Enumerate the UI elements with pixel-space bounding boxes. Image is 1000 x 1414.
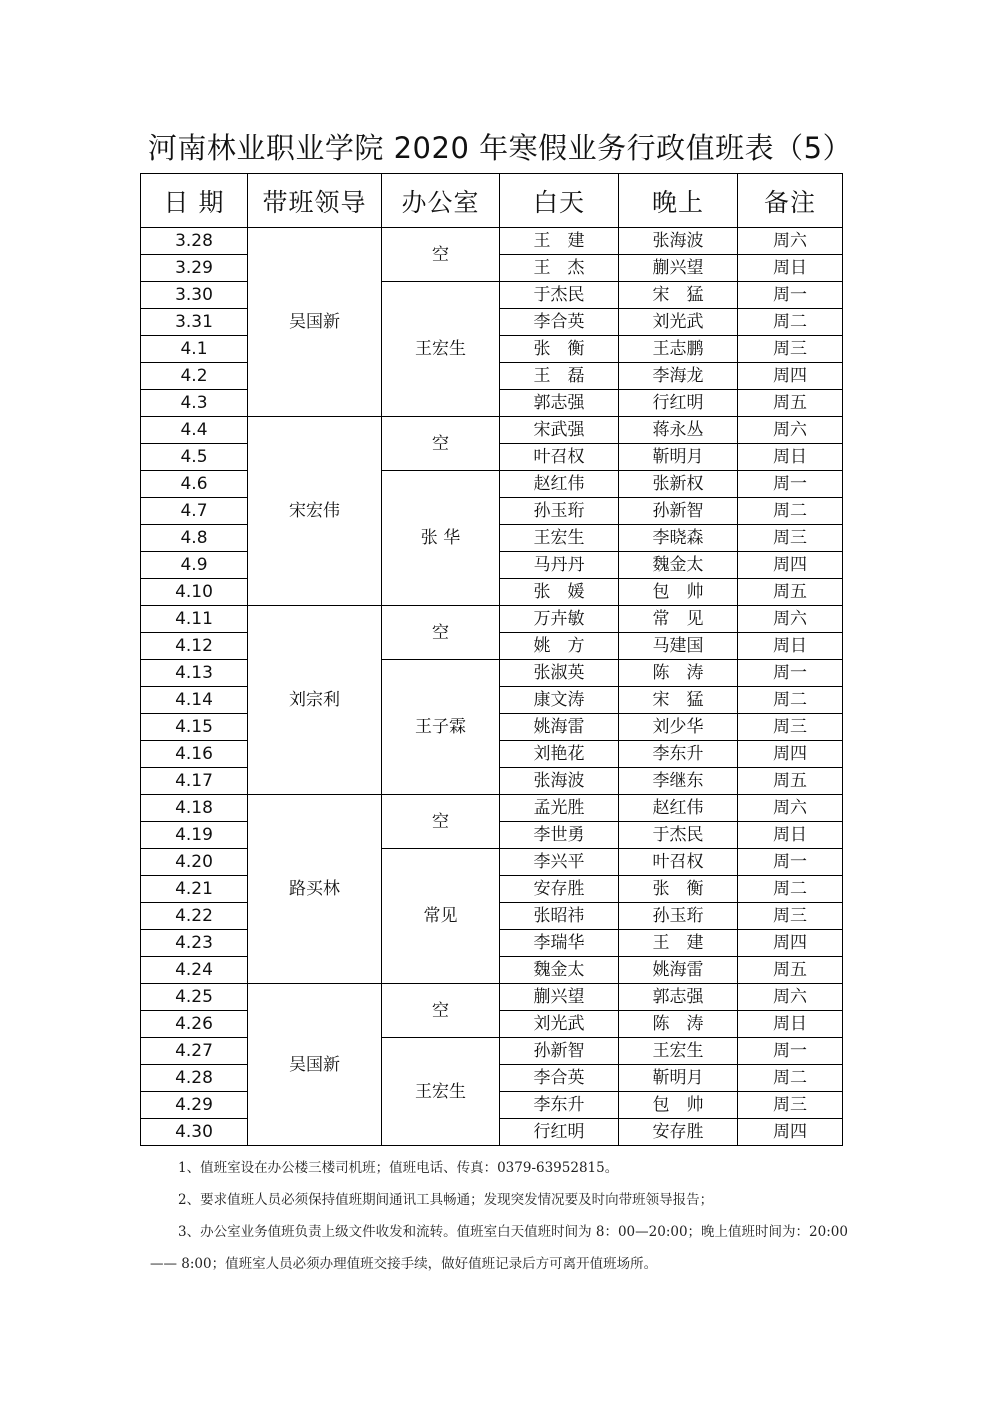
note-cell: 周六 <box>738 228 843 255</box>
day-shift-cell: 孟光胜 <box>500 795 619 822</box>
night-shift-cell: 叶召权 <box>619 849 738 876</box>
date-cell: 4.19 <box>141 822 248 849</box>
day-shift-cell: 张昭祎 <box>500 903 619 930</box>
header-office: 办公室 <box>382 174 500 228</box>
night-shift-cell: 李继东 <box>619 768 738 795</box>
note-cell: 周四 <box>738 363 843 390</box>
date-cell: 4.9 <box>141 552 248 579</box>
note-cell: 周六 <box>738 984 843 1011</box>
date-cell: 4.11 <box>141 606 248 633</box>
date-cell: 4.10 <box>141 579 248 606</box>
night-shift-cell: 张海波 <box>619 228 738 255</box>
day-shift-cell: 康文涛 <box>500 687 619 714</box>
day-shift-cell: 张 媛 <box>500 579 619 606</box>
table-row <box>141 1038 843 1065</box>
day-shift-cell: 孙新智 <box>500 1038 619 1065</box>
note-cell: 周二 <box>738 1065 843 1092</box>
day-shift-cell: 刘光武 <box>500 1011 619 1038</box>
date-cell: 4.8 <box>141 525 248 552</box>
night-shift-cell: 于杰民 <box>619 822 738 849</box>
office-cell: 空 <box>382 795 500 849</box>
note-cell: 周五 <box>738 579 843 606</box>
night-shift-cell: 蒋永丛 <box>619 417 738 444</box>
note-2: 2、要求值班人员必须保持值班期间通讯工具畅通；发现突发情况要及时向带班领导报告； <box>178 1192 714 1208</box>
day-shift-cell: 叶召权 <box>500 444 619 471</box>
date-cell: 4.14 <box>141 687 248 714</box>
note-cell: 周一 <box>738 660 843 687</box>
leader-cell: 宋宏伟 <box>248 417 382 606</box>
date-cell: 4.24 <box>141 957 248 984</box>
note-cell: 周五 <box>738 390 843 417</box>
note-cell: 周一 <box>738 849 843 876</box>
day-shift-cell: 张 衡 <box>500 336 619 363</box>
header-note: 备注 <box>738 174 843 228</box>
table-row <box>141 795 843 822</box>
note-cell: 周三 <box>738 714 843 741</box>
night-shift-cell: 包 帅 <box>619 579 738 606</box>
note-cell: 周六 <box>738 606 843 633</box>
night-shift-cell: 宋 猛 <box>619 282 738 309</box>
table-row <box>141 849 843 876</box>
night-shift-cell: 孙新智 <box>619 498 738 525</box>
day-shift-cell: 蒯兴望 <box>500 984 619 1011</box>
night-shift-cell: 李海龙 <box>619 363 738 390</box>
date-cell: 4.12 <box>141 633 248 660</box>
office-cell: 王宏生 <box>382 282 500 417</box>
office-cell: 常见 <box>382 849 500 984</box>
night-shift-cell: 马建国 <box>619 633 738 660</box>
header-leader: 带班领导 <box>248 174 382 228</box>
office-cell: 空 <box>382 984 500 1038</box>
day-shift-cell: 马丹丹 <box>500 552 619 579</box>
date-cell: 4.5 <box>141 444 248 471</box>
day-shift-cell: 宋武强 <box>500 417 619 444</box>
day-shift-cell: 万卉敏 <box>500 606 619 633</box>
office-cell: 王子霖 <box>382 660 500 795</box>
date-cell: 4.3 <box>141 390 248 417</box>
note-cell: 周四 <box>738 552 843 579</box>
day-shift-cell: 王 建 <box>500 228 619 255</box>
date-cell: 4.16 <box>141 741 248 768</box>
note-cell: 周日 <box>738 255 843 282</box>
office-cell: 王宏生 <box>382 1038 500 1146</box>
day-shift-cell: 赵红伟 <box>500 471 619 498</box>
date-cell: 4.29 <box>141 1092 248 1119</box>
note-cell: 周二 <box>738 498 843 525</box>
header-night-shift: 晚上 <box>619 174 738 228</box>
date-cell: 4.18 <box>141 795 248 822</box>
night-shift-cell: 赵红伟 <box>619 795 738 822</box>
duty-table <box>140 173 843 1146</box>
night-shift-cell: 行红明 <box>619 390 738 417</box>
header-date: 日 期 <box>141 174 248 228</box>
office-cell: 空 <box>382 228 500 282</box>
day-shift-cell: 于杰民 <box>500 282 619 309</box>
night-shift-cell: 靳明月 <box>619 444 738 471</box>
leader-cell: 吴国新 <box>248 228 382 417</box>
note-cell: 周四 <box>738 741 843 768</box>
night-shift-cell: 常 见 <box>619 606 738 633</box>
night-shift-cell: 李东升 <box>619 741 738 768</box>
day-shift-cell: 郭志强 <box>500 390 619 417</box>
date-cell: 3.30 <box>141 282 248 309</box>
note-cell: 周日 <box>738 1011 843 1038</box>
night-shift-cell: 靳明月 <box>619 1065 738 1092</box>
header-day-shift: 白天 <box>500 174 619 228</box>
day-shift-cell: 李合英 <box>500 1065 619 1092</box>
date-cell: 4.15 <box>141 714 248 741</box>
note-cell: 周二 <box>738 876 843 903</box>
note-1: 1、值班室设在办公楼三楼司机班；值班电话、传真：0379-63952815。 <box>178 1160 619 1176</box>
night-shift-cell: 王志鹏 <box>619 336 738 363</box>
date-cell: 4.25 <box>141 984 248 1011</box>
date-cell: 4.26 <box>141 1011 248 1038</box>
day-shift-cell: 王宏生 <box>500 525 619 552</box>
office-cell: 张 华 <box>382 471 500 606</box>
day-shift-cell: 孙玉珩 <box>500 498 619 525</box>
note-cell: 周日 <box>738 822 843 849</box>
date-cell: 4.17 <box>141 768 248 795</box>
day-shift-cell: 李世勇 <box>500 822 619 849</box>
table-row <box>141 228 843 255</box>
notes-section <box>150 1152 860 1280</box>
note-cell: 周四 <box>738 930 843 957</box>
note-3: 3、办公室业务值班负责上级文件收发和流转。值班室白天值班时间为 8：00—20:00；晚上值班时间为：20:00—— 8:00；值班室人员必须办理值班交接手续，做好值班记录后方可离开值班场所。 <box>150 1224 848 1272</box>
note-cell: 周三 <box>738 525 843 552</box>
night-shift-cell: 陈 涛 <box>619 660 738 687</box>
day-shift-cell: 姚海雷 <box>500 714 619 741</box>
day-shift-cell: 刘艳花 <box>500 741 619 768</box>
note-cell: 周一 <box>738 471 843 498</box>
note-cell: 周三 <box>738 1092 843 1119</box>
date-cell: 4.28 <box>141 1065 248 1092</box>
day-shift-cell: 李兴平 <box>500 849 619 876</box>
day-shift-cell: 李合英 <box>500 309 619 336</box>
night-shift-cell: 魏金太 <box>619 552 738 579</box>
note-cell: 周三 <box>738 336 843 363</box>
date-cell: 4.27 <box>141 1038 248 1065</box>
night-shift-cell: 张新权 <box>619 471 738 498</box>
night-shift-cell: 张 衡 <box>619 876 738 903</box>
date-cell: 3.28 <box>141 228 248 255</box>
day-shift-cell: 安存胜 <box>500 876 619 903</box>
leader-cell: 刘宗利 <box>248 606 382 795</box>
date-cell: 4.13 <box>141 660 248 687</box>
night-shift-cell: 郭志强 <box>619 984 738 1011</box>
table-row <box>141 606 843 633</box>
day-shift-cell: 行红明 <box>500 1119 619 1146</box>
night-shift-cell: 陈 涛 <box>619 1011 738 1038</box>
date-cell: 4.21 <box>141 876 248 903</box>
day-shift-cell: 王 杰 <box>500 255 619 282</box>
night-shift-cell: 李晓森 <box>619 525 738 552</box>
table-row <box>141 984 843 1011</box>
note-cell: 周日 <box>738 633 843 660</box>
date-cell: 3.31 <box>141 309 248 336</box>
page-title: 河南林业职业学院 2020 年寒假业务行政值班表（5） <box>147 131 853 165</box>
note-cell: 周三 <box>738 903 843 930</box>
note-cell: 周一 <box>738 282 843 309</box>
note-cell: 周四 <box>738 1119 843 1146</box>
day-shift-cell: 张海波 <box>500 768 619 795</box>
day-shift-cell: 姚 方 <box>500 633 619 660</box>
table-header-row <box>141 174 843 228</box>
night-shift-cell: 王 建 <box>619 930 738 957</box>
night-shift-cell: 王宏生 <box>619 1038 738 1065</box>
note-cell: 周一 <box>738 1038 843 1065</box>
date-cell: 3.29 <box>141 255 248 282</box>
day-shift-cell: 李东升 <box>500 1092 619 1119</box>
day-shift-cell: 李瑞华 <box>500 930 619 957</box>
day-shift-cell: 王 磊 <box>500 363 619 390</box>
date-cell: 4.20 <box>141 849 248 876</box>
table-row <box>141 660 843 687</box>
date-cell: 4.4 <box>141 417 248 444</box>
office-cell: 空 <box>382 606 500 660</box>
table-row <box>141 471 843 498</box>
note-cell: 周二 <box>738 309 843 336</box>
night-shift-cell: 宋 猛 <box>619 687 738 714</box>
night-shift-cell: 刘光武 <box>619 309 738 336</box>
night-shift-cell: 刘少华 <box>619 714 738 741</box>
date-cell: 4.30 <box>141 1119 248 1146</box>
leader-cell: 路买林 <box>248 795 382 984</box>
table-row <box>141 282 843 309</box>
day-shift-cell: 魏金太 <box>500 957 619 984</box>
date-cell: 4.22 <box>141 903 248 930</box>
night-shift-cell: 孙玉珩 <box>619 903 738 930</box>
date-cell: 4.2 <box>141 363 248 390</box>
note-cell: 周五 <box>738 768 843 795</box>
note-cell: 周日 <box>738 444 843 471</box>
date-cell: 4.6 <box>141 471 248 498</box>
date-cell: 4.7 <box>141 498 248 525</box>
date-cell: 4.23 <box>141 930 248 957</box>
date-cell: 4.1 <box>141 336 248 363</box>
note-cell: 周六 <box>738 795 843 822</box>
table-row <box>141 417 843 444</box>
leader-cell: 吴国新 <box>248 984 382 1146</box>
day-shift-cell: 张淑英 <box>500 660 619 687</box>
table-body <box>141 228 843 1146</box>
night-shift-cell: 安存胜 <box>619 1119 738 1146</box>
note-cell: 周二 <box>738 687 843 714</box>
note-cell: 周六 <box>738 417 843 444</box>
office-cell: 空 <box>382 417 500 471</box>
night-shift-cell: 蒯兴望 <box>619 255 738 282</box>
night-shift-cell: 姚海雷 <box>619 957 738 984</box>
note-cell: 周五 <box>738 957 843 984</box>
night-shift-cell: 包 帅 <box>619 1092 738 1119</box>
